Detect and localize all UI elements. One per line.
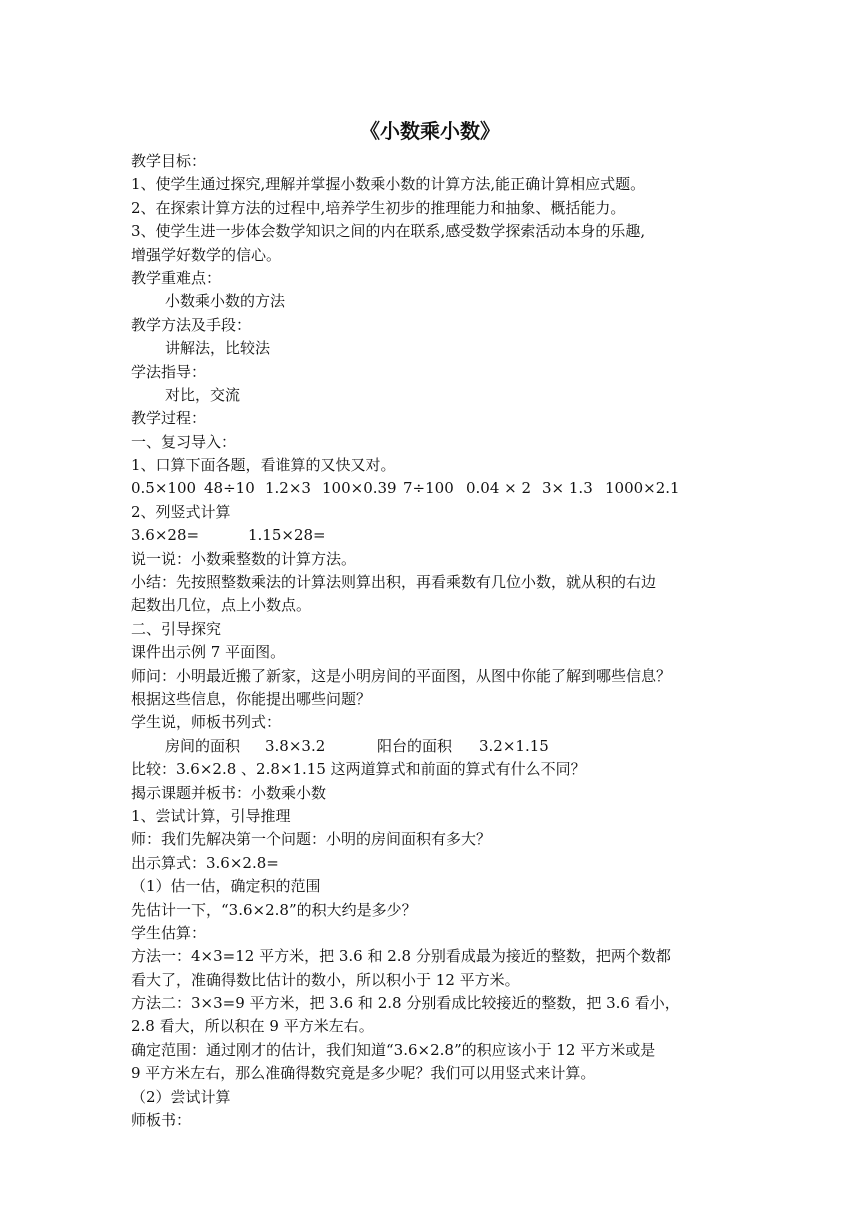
text-line: 3、使学生进一步体会数学知识之间的内在联系,感受数学探索活动本身的乐趣, <box>131 222 646 241</box>
oral-problem: 3× 1.3 <box>542 479 593 498</box>
text-line: 二、引导探究 <box>131 619 222 638</box>
text-line: 学法指导： <box>131 362 207 381</box>
text-line: 讲解法，比较法 <box>165 339 271 358</box>
text-line: 教学目标： <box>131 152 207 170</box>
text-line: 方法一：4×3=12 平方米，把 3.6 和 2.8 分别看成最为接近的整数，把两个数都 <box>131 947 671 966</box>
oral-problem: 48÷10 <box>204 479 255 498</box>
area-label: 房间的面积 <box>165 736 241 755</box>
text-line: 学生说，师板书列式： <box>131 713 282 732</box>
area-formula: 3.2×1.15 <box>479 736 549 755</box>
text-line: 教学方法及手段： <box>131 315 252 334</box>
text-line: 看大了，准确得数比估计的数小，所以积小于 12 平方米。 <box>131 970 520 989</box>
text-line: 2.8 看大，所以积在 9 平方米左右。 <box>131 1017 374 1036</box>
text-line: 确定范围：通过刚才的估计，我们知道“3.6×2.8”的积应该小于 12 平方米或是 <box>131 1040 656 1059</box>
text-line: 对比，交流 <box>165 385 241 404</box>
text-line: 师板书： <box>131 1111 192 1130</box>
oral-problem-row <box>131 477 741 500</box>
document-body <box>131 150 741 1132</box>
document-title: 《小数乘小数》 <box>360 119 500 143</box>
text-line: 2、列竖式计算 <box>131 502 231 521</box>
oral-problem: 1000×2.1 <box>605 479 680 498</box>
text-line: 揭示课题并板书：小数乘小数 <box>131 783 327 802</box>
text-line: 方法二：3×3=9 平方米，把 3.6 和 2.8 分别看成比较接近的整数，把 3.6 看小， <box>131 994 680 1013</box>
text-line: 小结：先按照整数乘法的计算法则算出积，再看乘数有几位小数，就从积的右边 <box>131 573 657 592</box>
text-line: 教学重难点： <box>131 268 222 287</box>
text-line: 1、使学生通过探究,理解并掌握小数乘小数的计算方法,能正确计算相应式题。 <box>131 175 646 194</box>
oral-problem: 1.2×3 <box>265 479 311 498</box>
text-line: 比较：3.6×2.8 、2.8×1.15 这两道算式和前面的算式有什么不同？ <box>131 760 586 779</box>
text-line: 2、在探索计算方法的过程中,培养学生初步的推理能力和抽象、概括能力。 <box>131 198 626 217</box>
text-line: 根据这些信息，你能提出哪些问题？ <box>131 689 372 708</box>
area-formula-row <box>131 735 741 758</box>
oral-problem: 0.04 × 2 <box>466 479 532 498</box>
text-line: 学生估算： <box>131 923 207 942</box>
text-line: 9 平方米左右，那么准确得数究竟是多少呢？我们可以用竖式来计算。 <box>131 1064 596 1083</box>
vertical-problem: 3.6×28= <box>131 526 200 545</box>
area-formula: 3.8×3.2 <box>265 736 326 755</box>
vertical-problem-row <box>131 524 741 547</box>
oral-problem: 7÷100 <box>403 479 454 498</box>
text-line: （2）尝试计算 <box>131 1087 231 1106</box>
text-line: 1、尝试计算，引导推理 <box>131 806 291 825</box>
text-line: 师问：小明最近搬了新家，这是小明房间的平面图，从图中你能了解到哪些信息？ <box>131 666 672 685</box>
vertical-problem: 1.15×28= <box>248 526 326 545</box>
text-line: 课件出示例 7 平面图。 <box>131 643 286 662</box>
text-line: 出示算式：3.6×2.8= <box>131 853 279 872</box>
oral-problem: 100×0.39 <box>322 479 397 498</box>
text-line: 先估计一下，“3.6×2.8”的积大约是多少？ <box>131 900 417 919</box>
area-label: 阳台的面积 <box>377 736 453 755</box>
text-line: 起数出几位，点上小数点。 <box>131 596 312 615</box>
text-line: 1、口算下面各题，看谁算的又快又对。 <box>131 456 396 475</box>
text-line: 一、复习导入： <box>131 432 237 451</box>
text-line: 小数乘小数的方法 <box>165 292 286 311</box>
text-line: 教学过程： <box>131 409 207 428</box>
text-line: （1）估一估，确定积的范围 <box>131 877 321 896</box>
text-line: 师：我们先解决第一个问题：小明的房间面积有多大？ <box>131 830 492 849</box>
text-line: 说一说：小数乘整数的计算方法。 <box>131 549 357 568</box>
text-line: 增强学好数学的信心。 <box>131 245 282 264</box>
oral-problem: 0.5×100 <box>131 479 197 498</box>
